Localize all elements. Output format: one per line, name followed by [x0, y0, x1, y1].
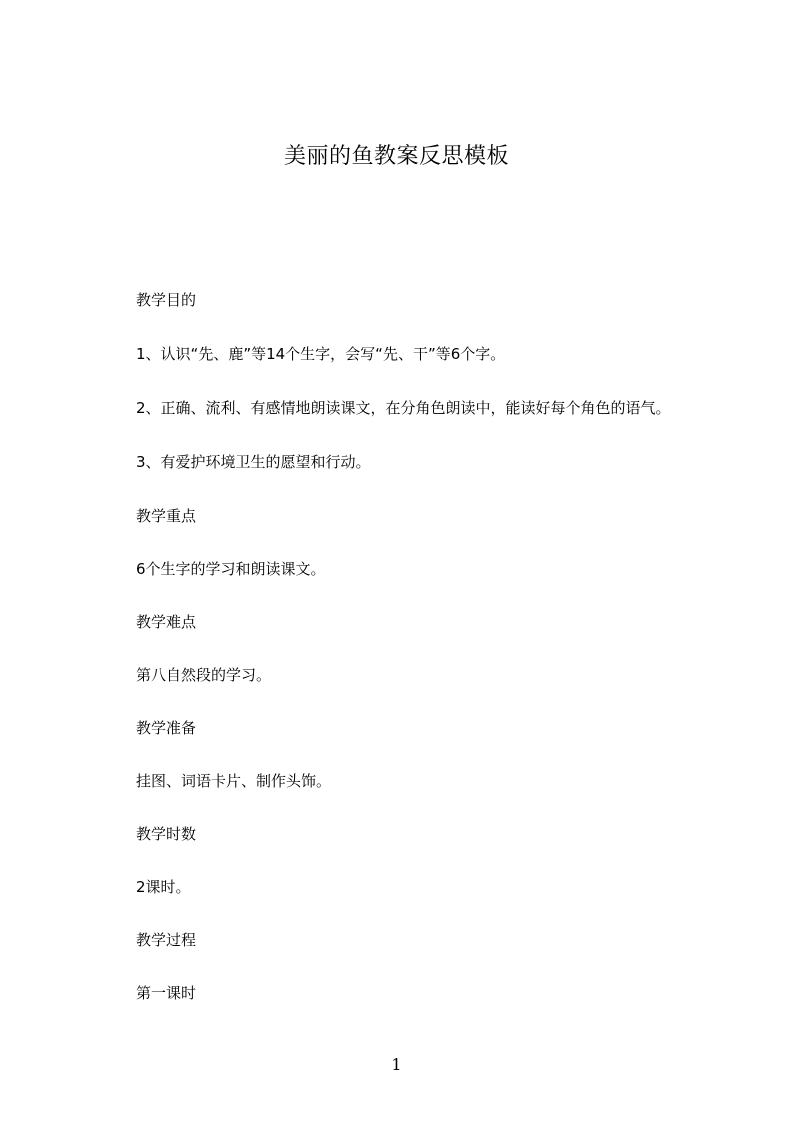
page-number: 1: [391, 1055, 402, 1074]
heading-class-hours: 教学时数: [136, 825, 197, 843]
document-title: 美丽的鱼教案反思模板: [283, 144, 509, 169]
heading-teaching-process: 教学过程: [136, 931, 197, 949]
heading-key-points: 教学重点: [136, 507, 197, 525]
objective-item-1: 1、认识“先、鹿”等14个生字，会写“先、干”等6个字。: [136, 345, 506, 363]
class-hours-text: 2课时。: [136, 878, 191, 896]
heading-teaching-objectives: 教学目的: [136, 291, 197, 309]
heading-preparation: 教学准备: [136, 719, 197, 737]
objective-item-2: 2、正确、流利、有感情地朗读课文，在分角色朗读中，能读好每个角色的语气。: [136, 399, 671, 417]
objective-item-3: 3、有爱护环境卫生的愿望和行动。: [136, 453, 371, 471]
first-lesson-heading: 第一课时: [136, 984, 197, 1002]
preparation-text: 挂图、词语卡片、制作头饰。: [136, 772, 332, 790]
difficulties-text: 第八自然段的学习。: [136, 666, 272, 684]
key-points-text: 6个生字的学习和朗读课文。: [136, 560, 326, 578]
heading-difficulties: 教学难点: [136, 613, 197, 631]
